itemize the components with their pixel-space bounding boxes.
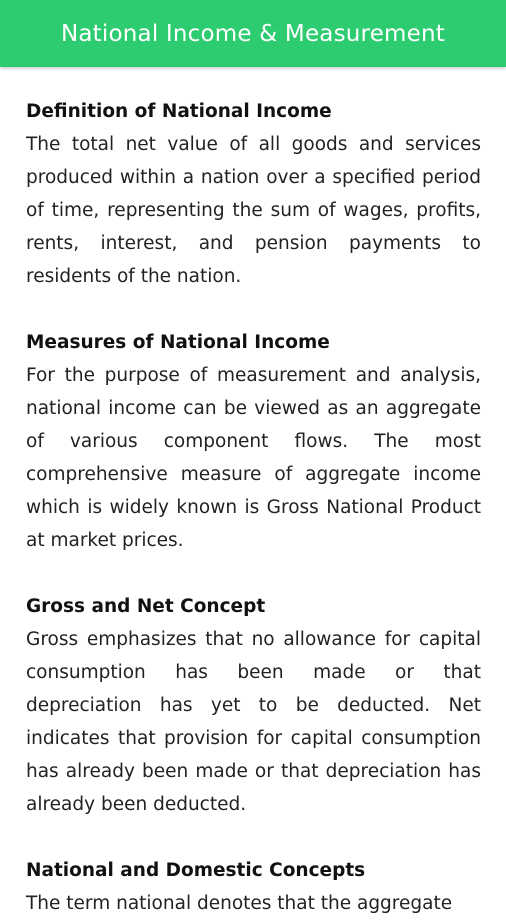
article-content[interactable] xyxy=(0,67,506,914)
app-bar xyxy=(0,0,506,67)
section-national-domestic xyxy=(26,854,481,920)
section-body: Gross emphasizes that no allowance for capital consumption has been made or that depreciation has yet to be deducted. Net indicates that provision for capital consumption has already been made or that depreciation has already been deducted. xyxy=(26,629,481,815)
page-title: National Income & Measurement xyxy=(60,20,446,47)
section-measures xyxy=(26,326,481,557)
section-body: The total net value of all goods and services produced within a nation over a specified period of time, representing the sum of wages, profits, rents, interest, and pension payments to residents of the nation. xyxy=(26,134,481,287)
section-definition xyxy=(26,67,481,293)
section-heading: Measures of National Income xyxy=(26,332,330,353)
section-heading: National and Domestic Concepts xyxy=(26,860,366,881)
section-heading: Gross and Net Concept xyxy=(26,596,266,617)
section-body: The term national denotes that the aggregate xyxy=(26,893,453,914)
section-heading: Definition of National Income xyxy=(26,101,332,122)
section-body: For the purpose of measurement and analysis, national income can be viewed as an aggregate of various component flows. The most comprehensive measure of aggregate income which is widely known is Gross National Product at market prices. xyxy=(26,365,481,551)
section-gross-net xyxy=(26,590,481,821)
